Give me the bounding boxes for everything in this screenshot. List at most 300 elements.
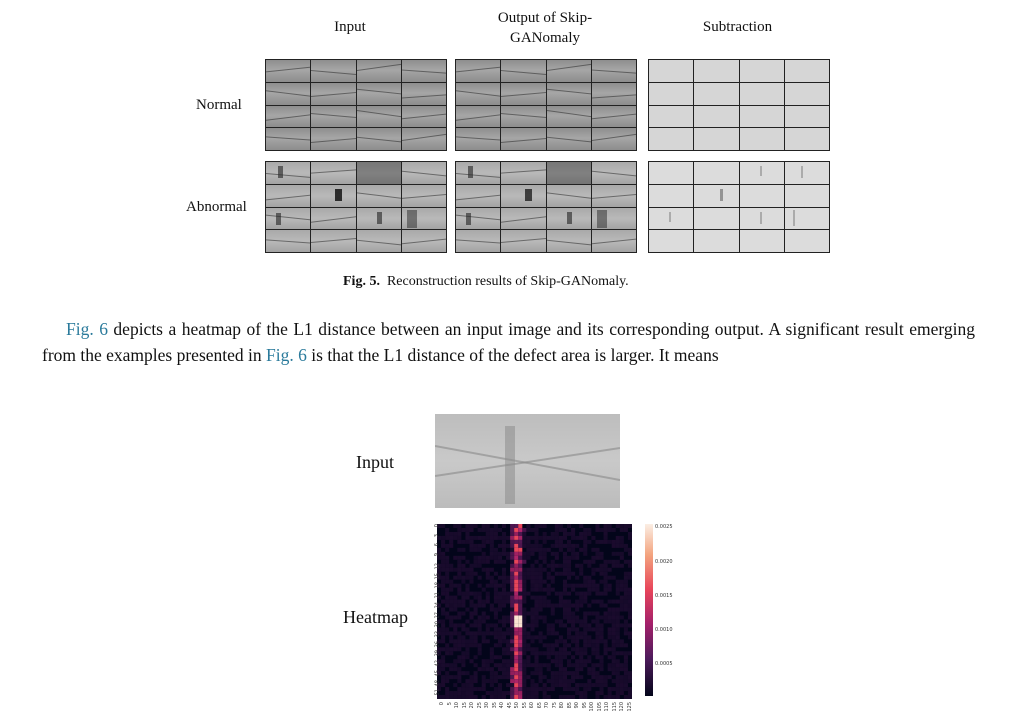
heatmap-cell (474, 619, 478, 623)
heatmap-cell (530, 588, 534, 592)
heatmap-cell (624, 524, 628, 528)
heatmap-cell (595, 556, 599, 560)
heatmap-cell (575, 604, 579, 608)
heatmap-cell (457, 643, 461, 647)
heatmap-cell (445, 647, 449, 651)
heatmap-cell (563, 600, 567, 604)
heatmap-cell (595, 548, 599, 552)
heatmap-cell (461, 564, 465, 568)
heatmap-cell (604, 540, 608, 544)
heatmap-cell (587, 639, 591, 643)
heatmap-cell (583, 627, 587, 631)
heatmap-cell (530, 623, 534, 627)
heatmap-cell (494, 556, 498, 560)
heatmap-cell (453, 568, 457, 572)
heatmap-cell (514, 639, 518, 643)
heatmap-cell (445, 568, 449, 572)
heatmap-cell (518, 663, 522, 667)
heatmap-cell (579, 691, 583, 695)
heatmap-cell (514, 679, 518, 683)
heatmap-cell (478, 560, 482, 564)
heatmap-cell (616, 608, 620, 612)
heatmap-cell (461, 659, 465, 663)
heatmap-cell (441, 655, 445, 659)
heatmap-cell (563, 623, 567, 627)
heatmap-cell (441, 544, 445, 548)
heatmap-cell (470, 612, 474, 616)
heatmap-cell (457, 655, 461, 659)
heatmap-cell (583, 691, 587, 695)
heatmap-cell (522, 679, 526, 683)
heatmap-cell (498, 675, 502, 679)
heatmap-cell (587, 580, 591, 584)
heatmap-cell (535, 524, 539, 528)
heatmap-cell (510, 675, 514, 679)
heatmap-cell (461, 643, 465, 647)
heatmap-cell (604, 576, 608, 580)
heatmap-cell (628, 612, 632, 616)
heatmap-cell (490, 552, 494, 556)
heatmap-cell (604, 568, 608, 572)
heatmap-cell (486, 532, 490, 536)
heatmap-cell (478, 631, 482, 635)
heatmap-cell (575, 544, 579, 548)
heatmap-cell (587, 532, 591, 536)
heatmap-cell (624, 544, 628, 548)
heatmap-cell (457, 639, 461, 643)
heatmap-cell (437, 695, 441, 699)
heatmap-cell (628, 564, 632, 568)
heatmap-cell (494, 615, 498, 619)
heatmap-cell (457, 695, 461, 699)
heatmap-cell (470, 675, 474, 679)
heatmap-cell (453, 643, 457, 647)
heatmap-cell (547, 651, 551, 655)
heatmap-cell (543, 635, 547, 639)
heatmap-cell (445, 663, 449, 667)
heatmap-cell (555, 544, 559, 548)
heatmap-cell (502, 568, 506, 572)
heatmap-cell (559, 536, 563, 540)
heatmap-cell (571, 552, 575, 556)
heatmap-cell (465, 608, 469, 612)
heatmap-cell (494, 572, 498, 576)
heatmap-cell (457, 691, 461, 695)
heatmap-cell (535, 635, 539, 639)
heatmap-cell (453, 631, 457, 635)
heatmap-cell (510, 683, 514, 687)
heatmap-cell (612, 564, 616, 568)
heatmap-cell (514, 651, 518, 655)
heatmap-cell (535, 572, 539, 576)
heatmap-cell (579, 663, 583, 667)
heatmap-cell (449, 608, 453, 612)
heatmap-cell (612, 612, 616, 616)
heatmap-cell (616, 536, 620, 540)
heatmap-cell (474, 536, 478, 540)
heatmap-y-tick: 36 (434, 640, 440, 648)
heatmap-cell (445, 604, 449, 608)
heatmap-cell (457, 604, 461, 608)
heatmap-cell (486, 600, 490, 604)
heatmap-cell (600, 675, 604, 679)
heatmap-cell (453, 659, 457, 663)
heatmap-cell (620, 687, 624, 691)
heatmap-cell (465, 568, 469, 572)
heatmap-cell (571, 619, 575, 623)
heatmap-cell (506, 675, 510, 679)
heatmap-cell (600, 615, 604, 619)
heatmap-cell (555, 663, 559, 667)
heatmap-cell (453, 608, 457, 612)
heatmap-cell (526, 635, 530, 639)
heatmap-cell (502, 584, 506, 588)
heatmap-cell (608, 627, 612, 631)
heatmap-cell (587, 560, 591, 564)
heatmap-cell (587, 667, 591, 671)
heatmap-cell (465, 584, 469, 588)
heatmap-cell (620, 639, 624, 643)
heatmap-cell (616, 580, 620, 584)
heatmap-cell (624, 631, 628, 635)
heatmap-cell (587, 576, 591, 580)
heatmap-cell (539, 580, 543, 584)
heatmap-cell (502, 600, 506, 604)
heatmap-cell (490, 532, 494, 536)
heatmap-cell (445, 536, 449, 540)
heatmap-cell (579, 631, 583, 635)
heatmap-cell (510, 643, 514, 647)
heatmap-cell (555, 675, 559, 679)
heatmap-cell (620, 528, 624, 532)
heatmap-cell (486, 639, 490, 643)
heatmap-cell (608, 588, 612, 592)
heatmap-cell (494, 687, 498, 691)
heatmap-cell (461, 687, 465, 691)
heatmap-cell (470, 524, 474, 528)
heatmap-cell (502, 675, 506, 679)
heatmap-cell (510, 604, 514, 608)
heatmap-cell (567, 663, 571, 667)
heatmap-cell (612, 695, 616, 699)
heatmap-cell (457, 687, 461, 691)
heatmap-cell (449, 588, 453, 592)
heatmap-cell (445, 544, 449, 548)
heatmap-cell (441, 635, 445, 639)
heatmap-cell (510, 588, 514, 592)
heatmap-cell (543, 536, 547, 540)
heatmap-cell (518, 532, 522, 536)
heatmap-cell (514, 604, 518, 608)
heatmap-cell (616, 619, 620, 623)
heatmap-cell (474, 623, 478, 627)
heatmap-cell (563, 679, 567, 683)
heatmap-cell (474, 639, 478, 643)
heatmap-cell (514, 548, 518, 552)
heatmap-cell (595, 651, 599, 655)
heatmap-cell (441, 536, 445, 540)
heatmap-cell (555, 564, 559, 568)
heatmap-cell (470, 544, 474, 548)
heatmap-cell (543, 643, 547, 647)
heatmap-cell (579, 604, 583, 608)
heatmap-cell (449, 580, 453, 584)
heatmap-cell (571, 675, 575, 679)
heatmap-cell (579, 651, 583, 655)
heatmap-cell (518, 671, 522, 675)
heatmap-cell (535, 604, 539, 608)
heatmap-cell (551, 588, 555, 592)
heatmap-cell (449, 691, 453, 695)
heatmap-cell (518, 651, 522, 655)
heatmap-cell (530, 528, 534, 532)
heatmap-cell (595, 639, 599, 643)
heatmap-cell (518, 580, 522, 584)
heatmap-cell (482, 683, 486, 687)
heatmap-cell (571, 584, 575, 588)
abnormal-input-grid (265, 161, 447, 253)
heatmap-cell (543, 600, 547, 604)
heatmap-cell (470, 580, 474, 584)
heatmap-cell (445, 600, 449, 604)
heatmap-cell (478, 623, 482, 627)
heatmap-cell (526, 528, 530, 532)
heatmap-cell (620, 604, 624, 608)
heatmap-cell (490, 683, 494, 687)
heatmap-cell (616, 544, 620, 548)
heatmap-cell (522, 691, 526, 695)
heatmap-cell (482, 635, 486, 639)
heatmap-cell (624, 663, 628, 667)
heatmap-cell (616, 663, 620, 667)
heatmap-cell (563, 675, 567, 679)
heatmap-cell (587, 659, 591, 663)
heatmap-x-tick: 125 (626, 702, 633, 712)
heatmap-cell (543, 604, 547, 608)
heatmap-cell (563, 612, 567, 616)
heatmap-cell (600, 572, 604, 576)
heatmap-cell (470, 576, 474, 580)
heatmap-cell (628, 592, 632, 596)
heatmap-cell (498, 528, 502, 532)
heatmap-cell (470, 604, 474, 608)
heatmap-cell (522, 540, 526, 544)
heatmap-cell (600, 556, 604, 560)
heatmap-cell (498, 576, 502, 580)
heatmap-cell (608, 631, 612, 635)
heatmap-cell (624, 572, 628, 576)
heatmap-cell (628, 524, 632, 528)
heatmap-cell (539, 667, 543, 671)
heatmap-cell (551, 627, 555, 631)
heatmap-cell (620, 588, 624, 592)
heatmap-cell (510, 572, 514, 576)
heatmap-cell (506, 659, 510, 663)
heatmap-cell (591, 572, 595, 576)
heatmap-cell (502, 647, 506, 651)
heatmap-cell (449, 623, 453, 627)
heatmap-cell (543, 540, 547, 544)
heatmap-cell (587, 627, 591, 631)
heatmap-cell (461, 580, 465, 584)
heatmap-cell (502, 667, 506, 671)
heatmap-cell (555, 604, 559, 608)
heatmap-cell (583, 596, 587, 600)
heatmap-cell (486, 659, 490, 663)
heatmap-cell (624, 580, 628, 584)
heatmap-cell (563, 536, 567, 540)
heatmap-cell (518, 647, 522, 651)
heatmap-cell (514, 683, 518, 687)
heatmap-cell (591, 627, 595, 631)
heatmap-cell (457, 556, 461, 560)
heatmap-cell (583, 552, 587, 556)
heatmap-cell (551, 659, 555, 663)
heatmap-cell (551, 623, 555, 627)
heatmap-cell (612, 651, 616, 655)
heatmap-cell (518, 560, 522, 564)
heatmap-x-tick: 120 (619, 702, 625, 712)
heatmap-cell (482, 556, 486, 560)
heatmap-cell (567, 627, 571, 631)
heatmap-cell (498, 627, 502, 631)
heatmap-cell (628, 604, 632, 608)
heatmap-cell (526, 544, 530, 548)
heatmap-cell (563, 643, 567, 647)
heatmap-x-tick: 110 (604, 702, 610, 712)
heatmap-cell (445, 627, 449, 631)
heatmap-cell (555, 540, 559, 544)
heatmap-cell (441, 540, 445, 544)
heatmap-cell (620, 600, 624, 604)
fig6-link-2[interactable]: Fig. 6 (266, 345, 307, 365)
heatmap-cell (543, 687, 547, 691)
heatmap-cell (486, 623, 490, 627)
heatmap-cell (591, 568, 595, 572)
heatmap-cell (510, 679, 514, 683)
heatmap-cell (628, 631, 632, 635)
heatmap-cell (494, 623, 498, 627)
heatmap-cell (482, 615, 486, 619)
heatmap-cell (474, 671, 478, 675)
heatmap-cell (494, 635, 498, 639)
heatmap-cell (510, 612, 514, 616)
heatmap-cell (441, 584, 445, 588)
heatmap-cell (608, 584, 612, 588)
heatmap-cell (595, 524, 599, 528)
heatmap-cell (583, 532, 587, 536)
heatmap-cell (453, 691, 457, 695)
heatmap-cell (465, 631, 469, 635)
heatmap-cell (620, 623, 624, 627)
col-header-subtraction: Subtraction (702, 19, 773, 35)
heatmap-cell (490, 608, 494, 612)
heatmap-cell (530, 671, 534, 675)
heatmap-cell (522, 552, 526, 556)
heatmap-cell (478, 584, 482, 588)
heatmap-cell (518, 615, 522, 619)
heatmap-cell (502, 552, 506, 556)
heatmap-cell (595, 568, 599, 572)
heatmap-cell (498, 631, 502, 635)
heatmap-cell (445, 643, 449, 647)
heatmap-cell (547, 695, 551, 699)
heatmap-cell (591, 671, 595, 675)
heatmap-cell (518, 659, 522, 663)
heatmap-cell (535, 655, 539, 659)
heatmap-cell (510, 544, 514, 548)
heatmap-cell (445, 675, 449, 679)
fig6-link-1[interactable]: Fig. 6 (66, 319, 108, 339)
heatmap-cell (514, 687, 518, 691)
heatmap-cell (608, 635, 612, 639)
heatmap-cell (453, 532, 457, 536)
heatmap-cell (587, 584, 591, 588)
heatmap-cell (559, 544, 563, 548)
heatmap-cell (535, 588, 539, 592)
heatmap-cell (498, 536, 502, 540)
heatmap-cell (445, 651, 449, 655)
heatmap-cell (579, 635, 583, 639)
heatmap-cell (612, 671, 616, 675)
heatmap-cell (555, 528, 559, 532)
heatmap-cell (453, 600, 457, 604)
fig5-caption (343, 274, 629, 290)
heatmap-cell (526, 552, 530, 556)
heatmap-cell (620, 584, 624, 588)
heatmap-cell (506, 580, 510, 584)
heatmap-cell (490, 659, 494, 663)
heatmap-cell (522, 556, 526, 560)
heatmap-cell (486, 627, 490, 631)
heatmap-cell (530, 635, 534, 639)
heatmap-cell (449, 695, 453, 699)
heatmap-cell (518, 564, 522, 568)
heatmap-cell (474, 604, 478, 608)
heatmap-cell (522, 615, 526, 619)
heatmap-cell (465, 560, 469, 564)
heatmap-cell (457, 532, 461, 536)
heatmap-cell (478, 556, 482, 560)
heatmap-cell (465, 524, 469, 528)
heatmap-cell (555, 556, 559, 560)
heatmap-cell (530, 572, 534, 576)
heatmap-cell (551, 679, 555, 683)
heatmap-cell (494, 663, 498, 667)
heatmap-cell (514, 608, 518, 612)
heatmap-cell (583, 540, 587, 544)
heatmap-cell (579, 592, 583, 596)
heatmap-cell (567, 695, 571, 699)
heatmap-cell (547, 548, 551, 552)
normal-output-grid (455, 59, 637, 151)
heatmap-cell (518, 524, 522, 528)
heatmap-cell (465, 679, 469, 683)
heatmap-cell (530, 663, 534, 667)
heatmap-cell (608, 691, 612, 695)
heatmap-cell (555, 532, 559, 536)
heatmap-cell (551, 532, 555, 536)
heatmap-cell (567, 592, 571, 596)
heatmap-cell (502, 619, 506, 623)
heatmap-cell (502, 639, 506, 643)
heatmap-cell (470, 639, 474, 643)
heatmap-cell (567, 524, 571, 528)
heatmap-cell (518, 608, 522, 612)
heatmap-cell (583, 600, 587, 604)
heatmap-cell (543, 619, 547, 623)
heatmap-cell (486, 615, 490, 619)
